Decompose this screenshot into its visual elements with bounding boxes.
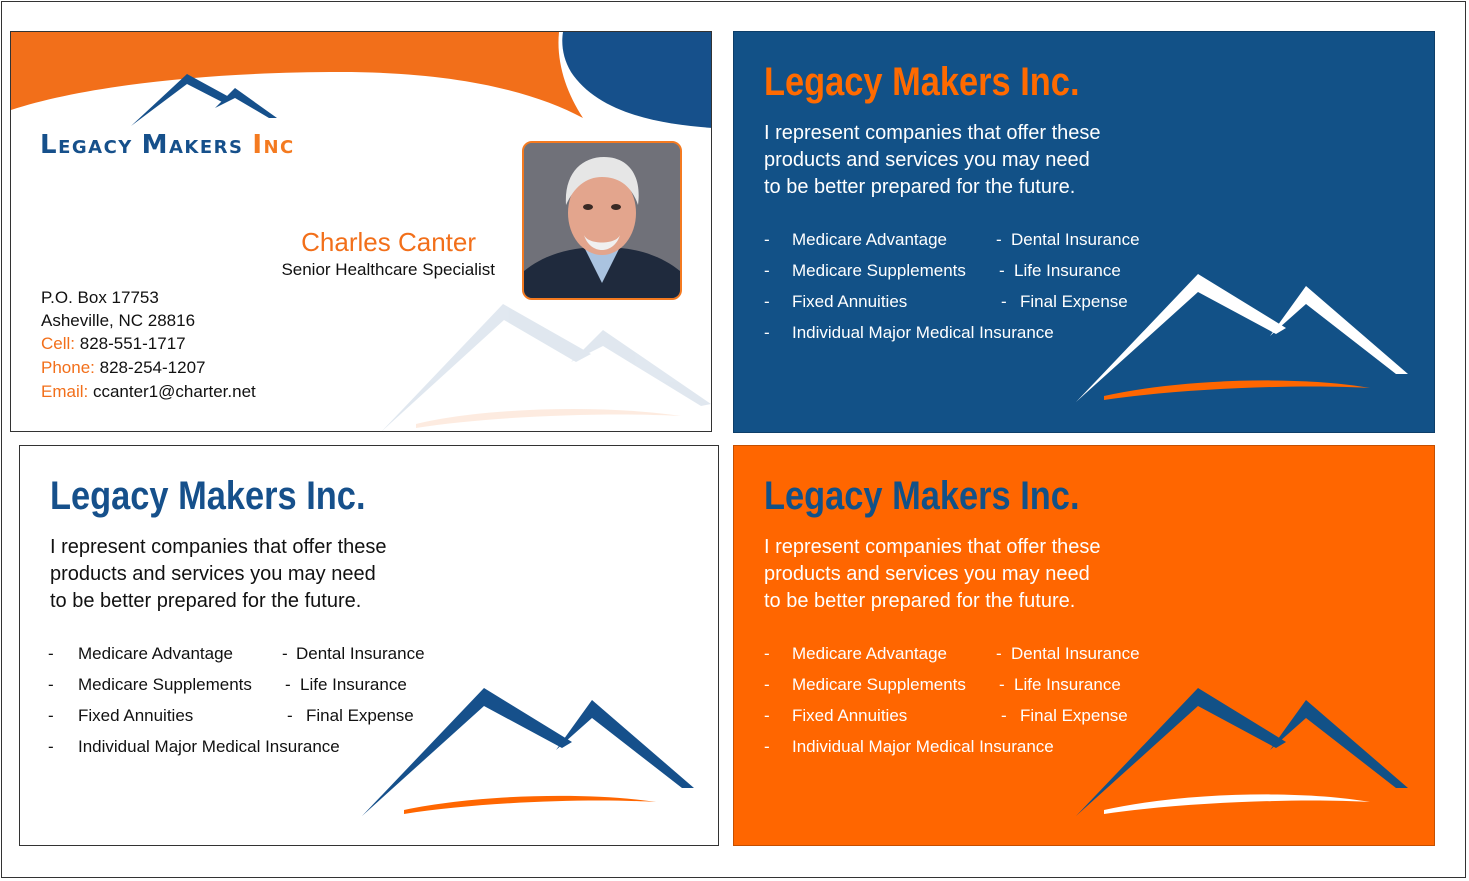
service-item: Medicare Advantage <box>792 644 947 663</box>
phone-row <box>41 358 206 378</box>
business-card-back-orange: Legacy Makers Inc. I represent companies that offer these products and services you may need to be better prepared for the future. - Medicare Advantage - Medicare Supplements - Fixed Annuities - Individual Major Medical Insurance - Dental Insurance - Life Insurance - Final Expense <box>733 445 1435 846</box>
email-row <box>41 382 256 402</box>
address-line-1: P.O. Box 17753 <box>41 288 159 307</box>
service-item: Fixed Annuities <box>792 292 908 311</box>
service-item: Medicare Advantage <box>792 230 947 249</box>
logo-word-inc: Inc <box>252 130 295 160</box>
company-logo-text <box>40 130 295 160</box>
service-item: Final Expense <box>306 706 414 725</box>
company-heading: Legacy Makers Inc. <box>764 474 1080 518</box>
intro-text <box>50 534 470 615</box>
service-item: Dental Insurance <box>1011 644 1140 663</box>
service-item: Individual Major Medical Insurance <box>78 737 340 756</box>
intro-line-1: I represent companies that offer these <box>764 536 1101 558</box>
service-item: Final Expense <box>1020 706 1128 725</box>
email-label: Email: <box>41 382 89 401</box>
mountain-graphic-icon <box>1074 270 1414 410</box>
intro-line-3: to be better prepared for the future. <box>764 176 1076 198</box>
profile-photo <box>522 141 682 300</box>
service-item: Individual Major Medical Insurance <box>792 737 1054 756</box>
address-line-2: Asheville, NC 28816 <box>41 311 196 330</box>
intro-line-2: products and services you may need <box>764 149 1090 171</box>
service-item: Life Insurance <box>1014 675 1121 694</box>
service-item: Medicare Advantage <box>78 644 233 663</box>
service-item: Dental Insurance <box>296 644 425 663</box>
intro-text <box>764 120 1184 201</box>
business-card-back-blue: Legacy Makers Inc. I represent companies that offer these products and services you may need to be better prepared for the future. - Medicare Advantage - Medicare Supplements - Fixed Annuities - Individual Major Medical Insurance - Dental Insurance - Life Insurance - Final Expense <box>733 31 1435 433</box>
logo-word-legacy: Legacy <box>40 130 133 160</box>
company-heading: Legacy Makers Inc. <box>764 60 1080 104</box>
cell-row <box>41 334 186 354</box>
logo-word-makers: Makers <box>141 130 244 160</box>
service-item: Dental Insurance <box>1011 230 1140 249</box>
email-address: ccanter1@charter.net <box>92 382 256 401</box>
cell-number: 828-551-1717 <box>79 334 186 353</box>
service-item: Medicare Supplements <box>792 261 966 280</box>
business-card-front <box>10 31 712 432</box>
service-item: Fixed Annuities <box>78 706 194 725</box>
business-card-back-white: Legacy Makers Inc. I represent companies that offer these products and services you may need to be better prepared for the future. - Medicare Advantage - Medicare Supplements - Fixed Annuities - Individual Major Medical Insurance - Dental Insurance - Life Insurance - Final Expense <box>19 445 719 846</box>
intro-line-1: I represent companies that offer these <box>764 122 1101 144</box>
mountain-graphic-icon <box>360 684 700 824</box>
intro-line-2: products and services you may need <box>764 563 1090 585</box>
phone-label: Phone: <box>41 358 95 377</box>
service-item: Life Insurance <box>300 675 407 694</box>
phone-number: 828-254-1207 <box>99 358 206 377</box>
service-item: Medicare Supplements <box>792 675 966 694</box>
mountain-graphic-icon <box>1074 684 1414 824</box>
company-heading: Legacy Makers Inc. <box>50 474 366 518</box>
person-name: Charles Canter <box>301 227 476 257</box>
service-item: Life Insurance <box>1014 261 1121 280</box>
intro-line-3: to be better prepared for the future. <box>50 590 362 612</box>
mountain-logo-icon <box>129 70 279 130</box>
service-item: Fixed Annuities <box>792 706 908 725</box>
intro-line-3: to be better prepared for the future. <box>764 590 1076 612</box>
intro-line-2: products and services you may need <box>50 563 376 585</box>
service-item: Medicare Supplements <box>78 675 252 694</box>
intro-text <box>764 534 1184 615</box>
service-item: Final Expense <box>1020 292 1128 311</box>
service-item: Individual Major Medical Insurance <box>792 323 1054 342</box>
intro-line-1: I represent companies that offer these <box>50 536 387 558</box>
job-title: Senior Healthcare Specialist <box>281 260 495 279</box>
cell-label: Cell: <box>41 334 76 353</box>
